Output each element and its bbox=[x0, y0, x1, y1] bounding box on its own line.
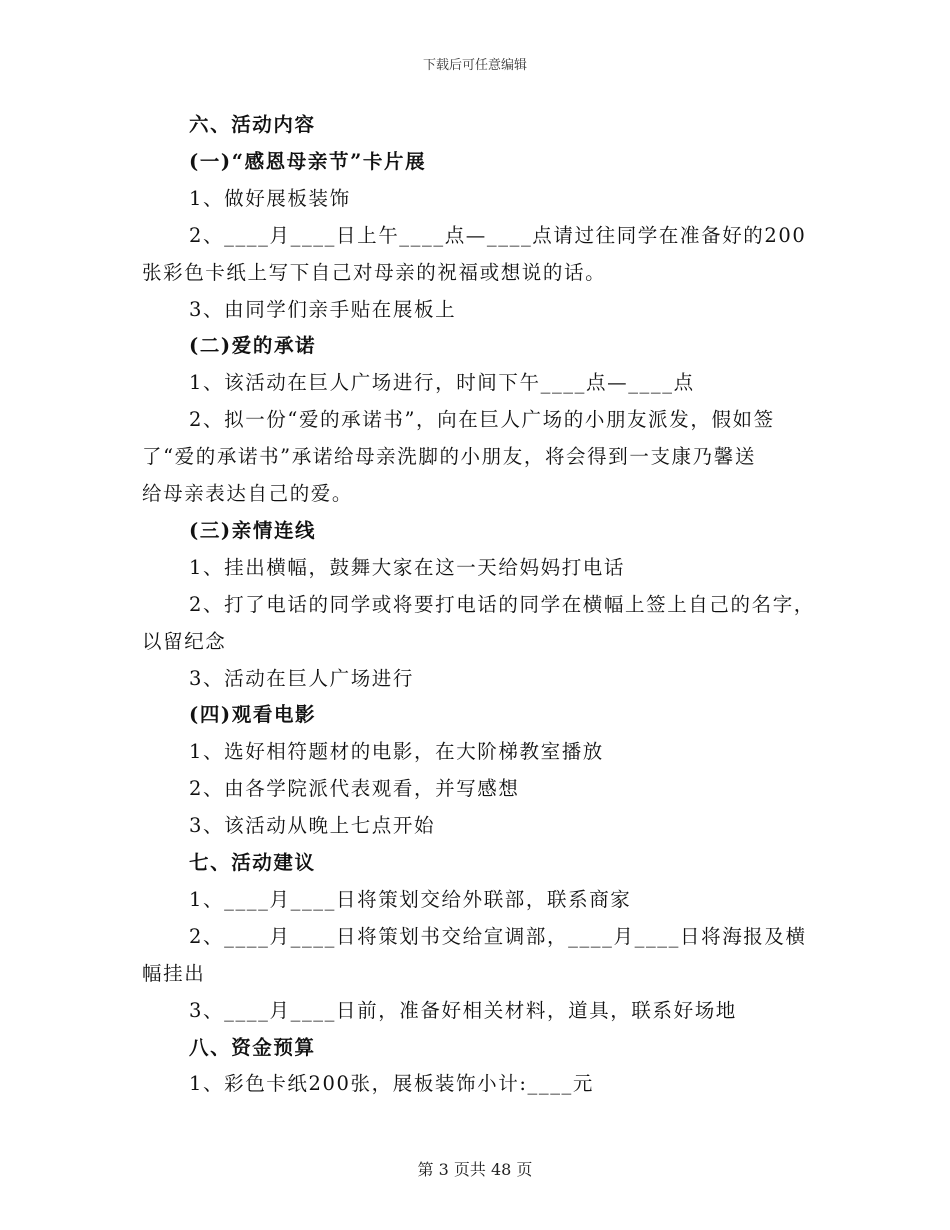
page-footer: 第 3 页共 48 页 bbox=[417, 1160, 533, 1179]
doc-line: 2、打了电话的同学或将要打电话的同学在横幅上签上自己的名字， bbox=[189, 592, 815, 616]
doc-line: 2、拟一份“爱的承诺书”，向在巨人广场的小朋友派发，假如签 bbox=[189, 408, 775, 432]
doc-line: (一)“感恩母亲节”卡片展 bbox=[189, 149, 427, 173]
doc-line: 1、挂出横幅，鼓舞大家在这一天给妈妈打电话 bbox=[189, 555, 626, 579]
doc-line: 3、活动在巨人广场进行 bbox=[189, 666, 415, 690]
doc-line: 2、____月____日将策划书交给宣调部，____月____日将海报及横 bbox=[189, 924, 807, 948]
doc-line: 2、____月____日上午____点—____点请过往同学在准备好的200 bbox=[189, 223, 807, 247]
doc-line: (四)观看电影 bbox=[189, 703, 317, 727]
doc-line: 3、由同学们亲手贴在展板上 bbox=[189, 297, 457, 321]
doc-line: 八、资金预算 bbox=[189, 1035, 316, 1059]
doc-line: 幅挂出 bbox=[142, 961, 206, 985]
doc-line: 3、该活动从晚上七点开始 bbox=[189, 814, 436, 838]
doc-line: 了“爱的承诺书”承诺给母亲洗脚的小朋友，将会得到一支康乃馨送 bbox=[142, 445, 756, 469]
doc-line: 1、选好相符题材的电影，在大阶梯教室播放 bbox=[189, 740, 604, 764]
doc-line: 3、____月____日前，准备好相关材料，道具，联系好场地 bbox=[189, 998, 737, 1022]
doc-line: 给母亲表达自己的爱。 bbox=[142, 482, 354, 505]
doc-line: 1、彩色卡纸200张，展板装饰小计:____元 bbox=[189, 1072, 594, 1096]
doc-line: 1、____月____日将策划交给外联部，联系商家 bbox=[189, 887, 632, 911]
doc-line: (三)亲情连线 bbox=[189, 518, 317, 542]
doc-line: 1、做好展板装饰 bbox=[189, 186, 351, 210]
doc-line: (二)爱的承诺 bbox=[189, 334, 317, 358]
doc-line: 七、活动建议 bbox=[189, 851, 316, 874]
doc-line: 1、该活动在巨人广场进行，时间下午____点—____点 bbox=[189, 371, 695, 395]
doc-line: 2、由各学院派代表观看，并写感想 bbox=[189, 777, 520, 801]
doc-line: 六、活动内容 bbox=[189, 113, 316, 136]
doc-line: 张彩色卡纸上写下自己对母亲的祝福或想说的话。 bbox=[142, 260, 607, 284]
doc-line: 以留纪念 bbox=[142, 629, 227, 653]
page-header: 下载后可任意编辑 bbox=[422, 58, 527, 73]
